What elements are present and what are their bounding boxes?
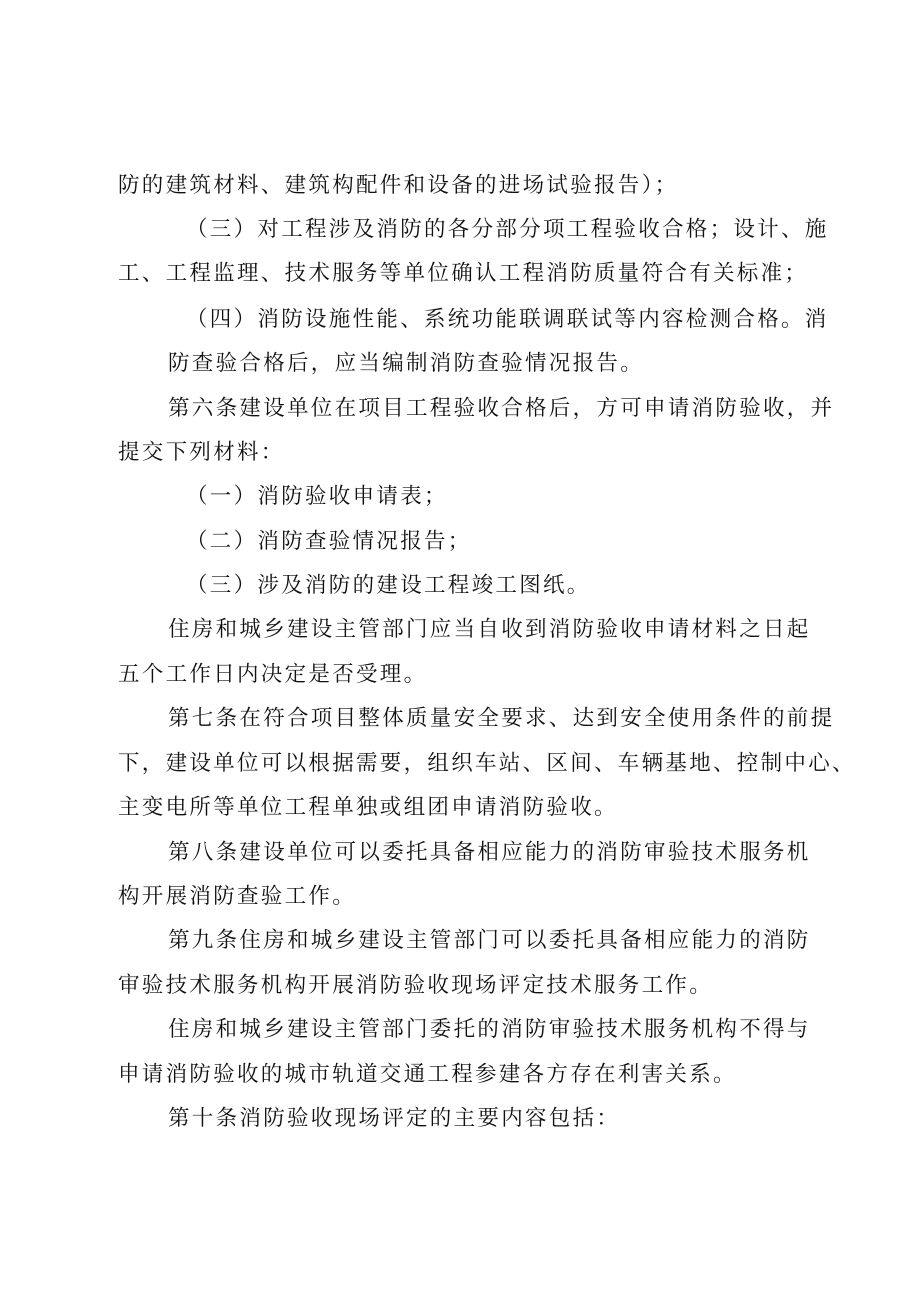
text-line-10: （三）涉及消防的建设工程竣工图纸。 — [186, 573, 591, 598]
text-line-14: 下，建设单位可以根据需要，组织车站、区间、车辆基地、控制中心、 — [118, 751, 856, 776]
text-line-22: 第十条消防验收现场评定的主要内容包括： — [168, 1106, 621, 1131]
text-line-1: 防的建筑材料、建筑构配件和设备的进场试验报告）； — [118, 173, 679, 198]
text-line-18: 第九条住房和城乡建设主管部门可以委托具备相应能力的消防 — [168, 928, 811, 953]
text-line-15: 主变电所等单位工程单独或组团申请消防验收。 — [118, 795, 618, 820]
text-line-4: （四）消防设施性能、系统功能联调联试等内容检测合格。消 — [186, 307, 829, 332]
text-line-19: 审验技术服务机构开展消防验收现场评定技术服务工作。 — [118, 973, 714, 998]
text-line-16: 第八条建设单位可以委托具备相应能力的消防审验技术服务机 — [168, 840, 811, 865]
text-line-6: 第六条建设单位在项目工程验收合格后，方可申请消防验收，并 — [168, 396, 835, 421]
text-line-20: 住房和城乡建设主管部门委托的消防审验技术服务机构不得与 — [168, 1017, 811, 1042]
text-line-21: 申请消防验收的城市轨道交通工程参建各方存在利害关系。 — [118, 1062, 737, 1087]
text-line-2: （三）对工程涉及消防的各分部分项工程验收合格；设计、施 — [186, 217, 829, 242]
text-line-12: 五个工作日内决定是否受理。 — [118, 662, 428, 687]
text-line-13: 第七条在符合项目整体质量安全要求、达到安全使用条件的前提 — [168, 706, 835, 731]
text-line-9: （二）消防查验情况报告； — [186, 529, 472, 554]
text-line-8: （一）消防验收申请表； — [186, 484, 448, 509]
text-line-5: 防查验合格后，应当编制消防查验情况报告。 — [168, 351, 645, 376]
text-line-17: 构开展消防查验工作。 — [118, 884, 357, 909]
text-line-11: 住房和城乡建设主管部门应当自收到消防验收申请材料之日起 — [168, 617, 811, 642]
text-line-7: 提交下列材料： — [118, 440, 285, 465]
text-line-3: 工、工程监理、技术服务等单位确认工程消防质量符合有关标准； — [118, 261, 809, 286]
